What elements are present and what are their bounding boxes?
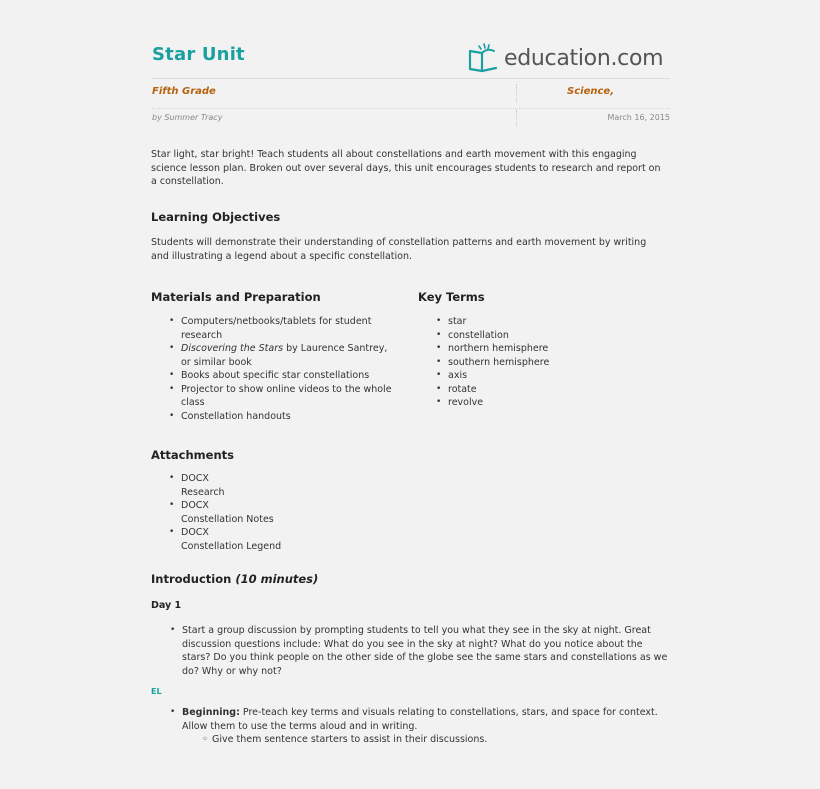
- attachment-item[interactable]: [169, 499, 369, 526]
- key-term-item: • northern hemisphere: [436, 342, 636, 356]
- attachment-name[interactable]: Constellation Legend: [181, 540, 282, 552]
- meta-divider: [152, 108, 670, 109]
- day-list: [170, 624, 670, 678]
- list-item-text: Constellation handouts: [181, 410, 291, 422]
- attachments-list: [169, 472, 369, 553]
- logo-wordmark: [504, 46, 663, 71]
- section-heading-introduction: [151, 572, 318, 586]
- list-item: [169, 315, 399, 342]
- list-item: [169, 369, 399, 383]
- logo-text-main: education: [504, 45, 611, 71]
- list-item-text: Computers/netbooks/tablets for student research: [181, 316, 372, 341]
- header-divider: [152, 78, 670, 79]
- book-title: Discovering the Stars: [181, 343, 284, 354]
- logo-text-suffix: .com: [610, 45, 664, 71]
- key-term-item: • constellation: [436, 329, 636, 343]
- list-item-text: by Laurence Santrey, or similar book: [181, 343, 388, 368]
- subject-label: Science,: [567, 86, 614, 97]
- list-item: [169, 410, 399, 424]
- list-item-text: Projector to show online videos to the whole class: [181, 383, 392, 408]
- author-byline: by Summer Tracy: [152, 113, 223, 122]
- materials-list: [169, 315, 399, 423]
- education-com-logo[interactable]: [468, 42, 663, 74]
- meta-row: [152, 86, 670, 104]
- section-heading-key-terms: Key Terms: [418, 290, 485, 304]
- section-heading-attachments: Attachments: [151, 448, 234, 462]
- list-item: [170, 706, 670, 747]
- attachment-type: • DOCX: [181, 527, 209, 538]
- day-heading: Day 1: [151, 600, 182, 611]
- sub-list: [202, 733, 670, 747]
- book-icon: [468, 43, 500, 73]
- introduction-duration: (10 minutes): [235, 572, 319, 586]
- key-term-item: • southern hemisphere: [436, 356, 636, 370]
- section-heading-objectives: Learning Objectives: [151, 210, 281, 224]
- meta-separator: [516, 110, 518, 126]
- list-item: [169, 342, 399, 369]
- key-term-item: • axis: [436, 369, 636, 383]
- sub-list-item: ◦ Give them sentence starters to assist in their discussions.: [202, 733, 670, 747]
- beginning-label: Beginning:: [182, 707, 240, 718]
- attachment-name[interactable]: Constellation Notes: [181, 513, 274, 525]
- section-heading-materials: Materials and Preparation: [151, 290, 321, 304]
- attachment-item[interactable]: [169, 526, 369, 553]
- attachment-type: • DOCX: [181, 500, 209, 511]
- objectives-paragraph: Students will demonstrate their understanding of constellation patterns and earth movement by writing and illustrating a legend about a specific constellation.: [151, 237, 647, 262]
- key-term-item: • revolve: [436, 396, 636, 410]
- introduction-heading-text: Introduction: [151, 572, 232, 586]
- attachment-type: • DOCX: [181, 473, 209, 484]
- key-terms-list: [436, 315, 636, 410]
- list-item: [169, 383, 399, 410]
- key-term-item: • rotate: [436, 383, 636, 397]
- list-item-text: Books about specific star constellations: [181, 370, 370, 381]
- el-label: EL: [151, 687, 162, 696]
- attachment-item[interactable]: [169, 472, 369, 499]
- grade-label: Fifth Grade: [152, 86, 216, 97]
- intro-paragraph: Star light, star bright! Teach students all about constellations and earth movement with this engaging science lesson plan. Broken out over several days, this unit encourages students to research and report on a constellation.: [151, 149, 661, 187]
- list-item: • Start a group discussion by prompting students to tell you what they see in the sky at night. Great discussion questions include: What do you see in the sky at night? What do you notice about the stars? Do you think people on the other side of the globe see the same stars and constellations as we do? Why or why not?: [170, 624, 670, 678]
- key-term-item: • star: [436, 315, 636, 329]
- meta-separator: [516, 84, 518, 102]
- attachment-name[interactable]: Research: [181, 486, 225, 498]
- page-title: Star Unit: [152, 44, 245, 65]
- list-item-text: Pre-teach key terms and visuals relating to constellations, stars, and space for context. Allow them to use the terms aloud and in writing.: [182, 707, 658, 732]
- publish-date: March 16, 2015: [607, 113, 670, 122]
- el-list: [170, 706, 670, 747]
